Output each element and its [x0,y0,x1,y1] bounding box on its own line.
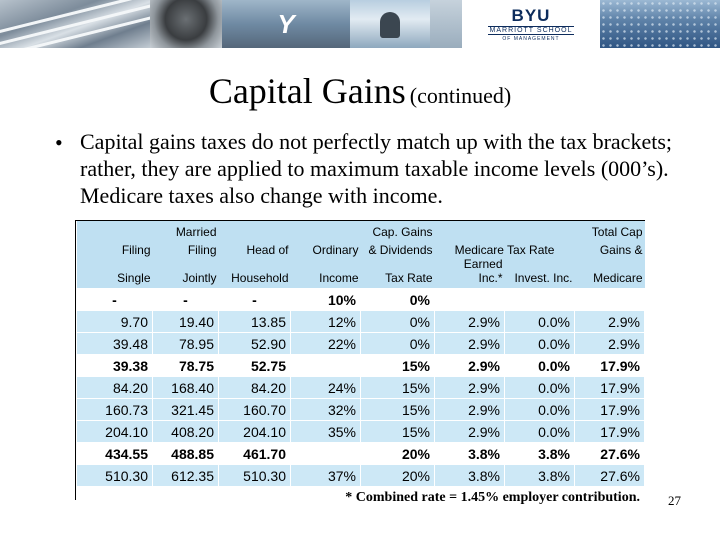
table-cell [505,289,575,311]
table-cell: 2.9% [575,333,645,355]
table-cell: - [153,289,219,311]
bullet-marker: • [55,130,63,155]
table-row [77,355,645,377]
header-cell: Filing [121,243,151,257]
slide-title [0,70,720,112]
table-cell: 3.8% [435,465,505,487]
table-cell: 0% [361,311,435,333]
header-cell: Total Cap [591,225,643,239]
table-row [77,333,645,355]
table-cell: 2.9% [435,355,505,377]
byu-school-text: MARRIOTT SCHOOL [489,26,573,34]
table-cell: 10% [291,289,361,311]
header-cell: Filing [187,243,217,257]
header-cell-medicare: Medicare Tax Rate [454,243,555,257]
table-cell: 2.9% [435,421,505,443]
table-cell: 0.0% [505,355,575,377]
header-cell: Tax Rate [385,271,433,285]
table-cell: 12% [291,311,361,333]
table-row [77,289,645,311]
header-cell [505,221,575,239]
table-cell: 0.0% [505,421,575,443]
table-cell: 2.9% [575,311,645,333]
bullet-text: Capital gains taxes do not perfectly match up with the tax brackets; rather, they are applied to maximum taxable income levels (000’s). Medicare taxes also change with income. [80,129,672,208]
table-cell: 321.45 [153,399,219,421]
table-cell: 84.20 [219,377,291,399]
banner-photo-mountain [222,0,350,48]
table-cell: 2.9% [435,311,505,333]
table-header-row-3 [77,257,645,289]
table-cell: 84.20 [77,377,153,399]
table-row [77,311,645,333]
table-header-row-1 [77,221,645,239]
header-banner [0,0,720,48]
table-cell: 204.10 [77,421,153,443]
table-footnote: * Combined rate = 1.45% employer contribution. [77,487,645,509]
banner-photo-building [600,0,720,48]
header-cell: Cap. Gains [372,225,433,239]
table-cell: 510.30 [77,465,153,487]
table-cell: 160.73 [77,399,153,421]
table-footnote-row [77,487,645,509]
header-cell: Head of [246,243,289,257]
byu-logo [462,0,600,48]
table-row [77,465,645,487]
table-cell: 488.85 [153,443,219,465]
table-cell: 2.9% [435,399,505,421]
table-cell: - [219,289,291,311]
table-cell: 52.75 [219,355,291,377]
table-cell: 78.95 [153,333,219,355]
table-cell: 9.70 [77,311,153,333]
table-cell: - [77,289,153,311]
header-cell: Earned Inc.* [463,257,503,285]
banner-photo-statue [150,0,222,48]
table-cell: 2.9% [435,333,505,355]
table-body [77,289,645,487]
table-cell: 204.10 [219,421,291,443]
slide-title-suffix: (continued) [409,83,512,108]
table-cell: 37% [291,465,361,487]
table-cell: 27.6% [575,443,645,465]
table-header-row-2 [77,239,645,257]
tax-table-container [75,220,645,505]
table-cell [575,289,645,311]
table-cell: 17.9% [575,399,645,421]
table-cell: 3.8% [435,443,505,465]
page-number: 27 [668,493,681,508]
table-cell: 168.40 [153,377,219,399]
banner-photo-sky [430,0,462,48]
header-cell: Income [319,271,359,285]
table-cell: 27.6% [575,465,645,487]
table-cell: 3.8% [505,443,575,465]
table-cell: 35% [291,421,361,443]
header-cell [219,221,291,239]
header-cell [77,221,153,239]
table-cell: 17.9% [575,377,645,399]
banner-photo-metal [0,0,150,48]
table-cell: 39.48 [77,333,153,355]
header-cell: Single [117,271,151,285]
byu-logo-text: BYU [511,5,551,25]
table-cell: 15% [361,355,435,377]
table-cell: 15% [361,377,435,399]
table-cell: 15% [361,399,435,421]
table-cell: 160.70 [219,399,291,421]
bell-icon [380,12,400,38]
header-cell: Invest. Inc. [514,271,573,285]
table-cell: 0% [361,289,435,311]
header-cell: & Dividends [368,243,433,257]
table-cell: 32% [291,399,361,421]
slide-title-main: Capital Gains [208,71,406,111]
table-row [77,443,645,465]
table-cell [291,355,361,377]
banner-photo-bell-tower [350,0,430,48]
table-cell: 612.35 [153,465,219,487]
header-cell: Household [231,271,289,285]
table-cell: 17.9% [575,355,645,377]
table-cell: 510.30 [219,465,291,487]
table-cell: 20% [361,465,435,487]
mountain-y-icon: Y [277,8,295,39]
table-row [77,421,645,443]
table-cell: 0.0% [505,377,575,399]
header-cell [291,221,361,239]
table-cell [291,443,361,465]
byu-sub-text: OF MANAGEMENT [502,35,560,42]
table-cell: 0% [361,333,435,355]
table-cell: 20% [361,443,435,465]
table-cell: 0.0% [505,311,575,333]
table-cell: 461.70 [219,443,291,465]
header-cell: Jointly [182,271,217,285]
header-cell: Medicare [593,271,643,285]
table-cell: 39.38 [77,355,153,377]
header-cell: Ordinary [312,243,359,257]
table-cell: 3.8% [505,465,575,487]
tax-table [76,221,645,509]
table-row [77,377,645,399]
table-cell: 78.75 [153,355,219,377]
table-cell: 17.9% [575,421,645,443]
table-cell: 24% [291,377,361,399]
table-cell: 13.85 [219,311,291,333]
table-cell: 15% [361,421,435,443]
table-cell: 22% [291,333,361,355]
header-cell: Gains & [599,243,643,257]
table-row [77,399,645,421]
table-cell: 0.0% [505,399,575,421]
table-cell: 52.90 [219,333,291,355]
table-cell: 2.9% [435,377,505,399]
table-cell: 19.40 [153,311,219,333]
table-cell: 434.55 [77,443,153,465]
header-cell: Married [175,225,217,239]
table-cell [435,289,505,311]
header-cell [435,221,505,239]
table-cell: 0.0% [505,333,575,355]
table-cell: 408.20 [153,421,219,443]
